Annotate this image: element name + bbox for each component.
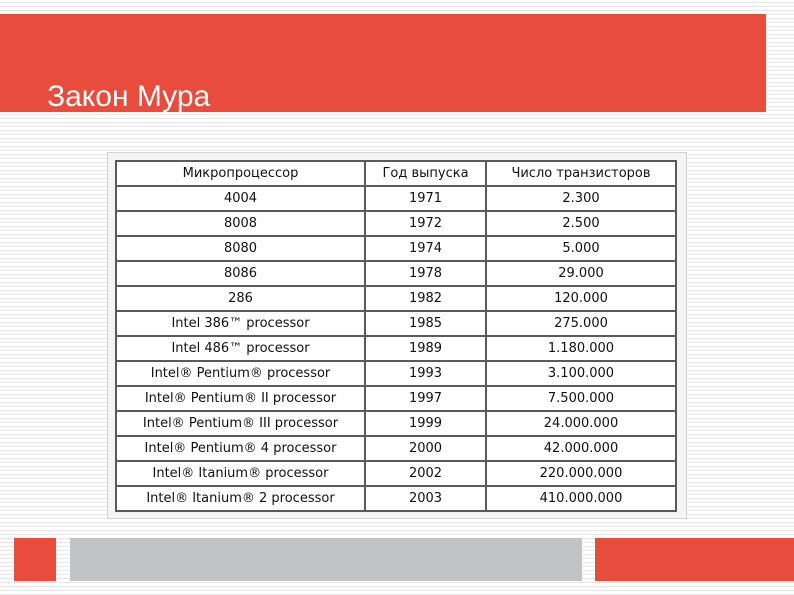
table-row [117,437,675,460]
transistors-cell: 410.000.000 [487,487,675,510]
year-cell: 2002 [366,462,485,485]
transistors-cell: 120.000 [487,287,675,310]
processor-cell: Intel® Pentium® processor [117,362,364,385]
processor-cell: 8086 [117,262,364,285]
year-cell: 1993 [366,362,485,385]
transistors-cell: 2.300 [487,187,675,210]
header-cell-processor: Микропроцессор [117,162,364,185]
table-row [117,237,675,260]
processor-cell: Intel® Pentium® 4 processor [117,437,364,460]
table-row [117,362,675,385]
footer-accent-right [595,538,794,581]
table-row [117,287,675,310]
year-cell: 1971 [366,187,485,210]
year-cell: 2003 [366,487,485,510]
processor-cell: Intel® Itanium® 2 processor [117,487,364,510]
moore-law-table [115,160,677,512]
processor-cell: 8080 [117,237,364,260]
table-row [117,312,675,335]
transistors-cell: 42.000.000 [487,437,675,460]
table-header-row [117,162,675,185]
table-row [117,487,675,510]
processor-cell: 8008 [117,212,364,235]
footer-bar [70,538,582,581]
processor-cell: 4004 [117,187,364,210]
transistors-cell: 5.000 [487,237,675,260]
transistors-cell: 7.500.000 [487,387,675,410]
table-row [117,262,675,285]
table-row [117,387,675,410]
footer-accent-left [14,538,56,581]
slide-title: Закон Мура [47,80,211,113]
processor-cell: Intel 486™ processor [117,337,364,360]
year-cell: 1985 [366,312,485,335]
transistors-cell: 275.000 [487,312,675,335]
transistors-cell: 24.000.000 [487,412,675,435]
year-cell: 1978 [366,262,485,285]
year-cell: 1989 [366,337,485,360]
transistors-cell: 3.100.000 [487,362,675,385]
transistors-cell: 1.180.000 [487,337,675,360]
year-cell: 1972 [366,212,485,235]
processor-cell: Intel® Pentium® II processor [117,387,364,410]
transistors-cell: 2.500 [487,212,675,235]
year-cell: 1999 [366,412,485,435]
header-cell-transistors: Число транзисторов [487,162,675,185]
transistors-cell: 29.000 [487,262,675,285]
table-row [117,212,675,235]
table-row [117,187,675,210]
processor-cell: Intel 386™ processor [117,312,364,335]
year-cell: 1997 [366,387,485,410]
table-row [117,462,675,485]
year-cell: 1974 [366,237,485,260]
header-cell-year: Год выпуска [366,162,485,185]
processor-cell: Intel® Itanium® processor [117,462,364,485]
year-cell: 1982 [366,287,485,310]
year-cell: 2000 [366,437,485,460]
table-row [117,337,675,360]
table-row [117,412,675,435]
transistors-cell: 220.000.000 [487,462,675,485]
processor-cell: Intel® Pentium® III processor [117,412,364,435]
processor-cell: 286 [117,287,364,310]
